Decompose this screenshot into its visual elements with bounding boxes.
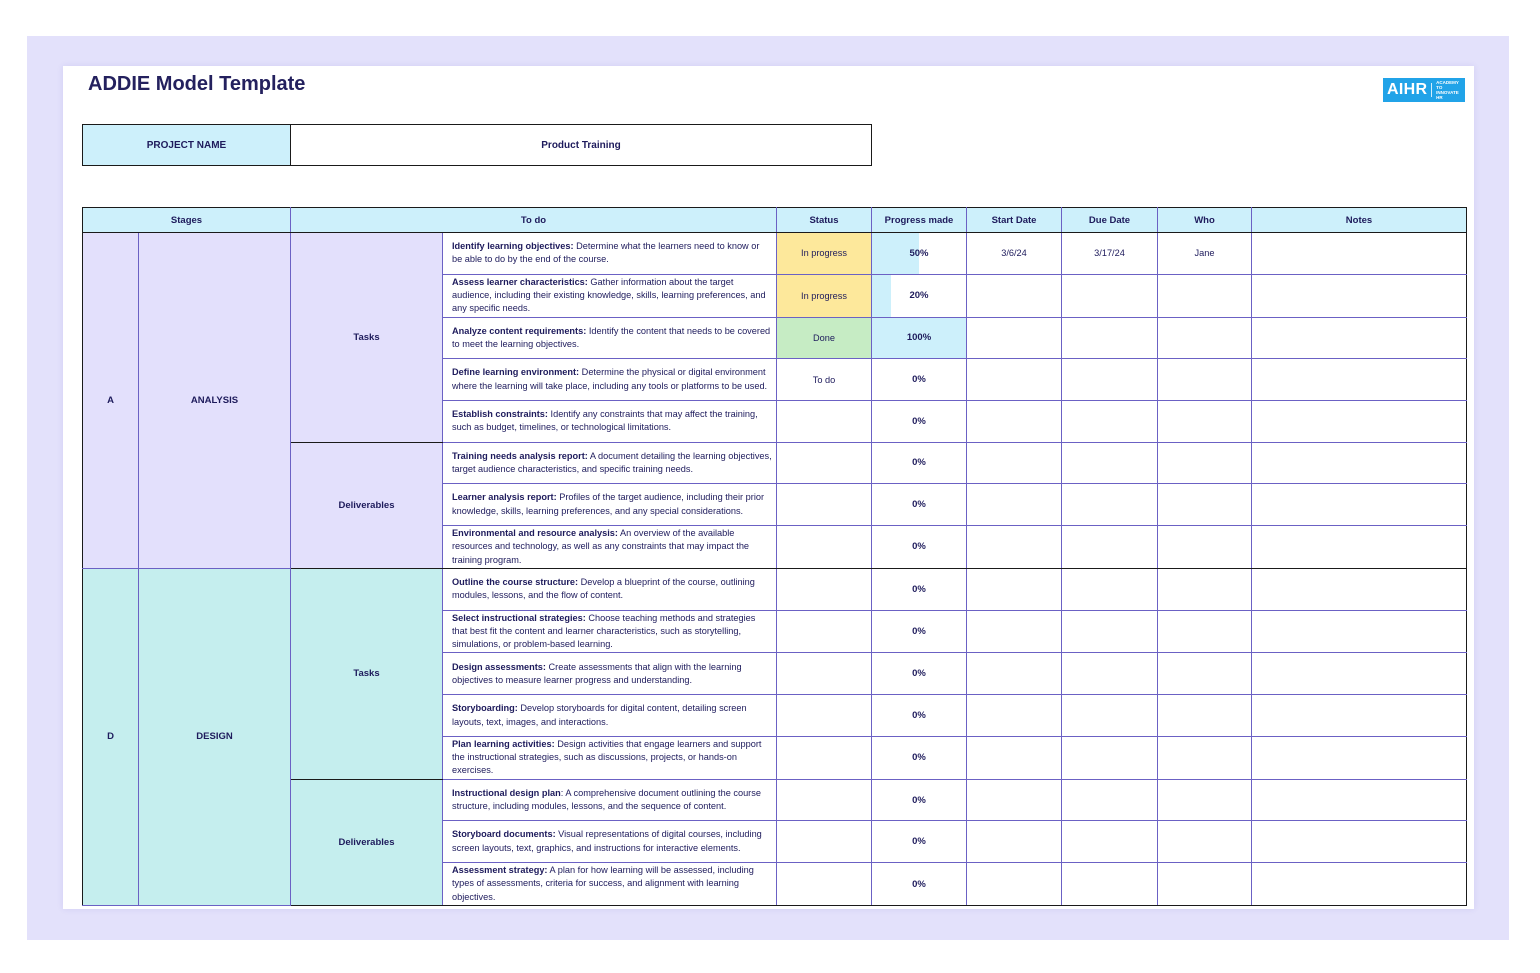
status-cell[interactable] xyxy=(777,779,872,821)
notes-cell[interactable] xyxy=(1252,653,1467,695)
todo-cell[interactable] xyxy=(443,317,777,359)
progress-cell[interactable] xyxy=(872,863,967,906)
due-date-cell[interactable] xyxy=(1062,610,1158,653)
notes-cell[interactable] xyxy=(1252,317,1467,359)
group-label: Tasks xyxy=(291,233,443,443)
start-date-cell[interactable] xyxy=(967,359,1062,401)
todo-cell[interactable] xyxy=(443,442,777,484)
group-label: Deliverables xyxy=(291,779,443,905)
todo-description: Choose teaching methods and strategies that best fit the content and learner characteristics, such as storytelling, simulations, or problem-based learning. xyxy=(452,612,756,650)
due-date-cell[interactable] xyxy=(1062,274,1158,317)
todo-title: Learner analysis report: xyxy=(452,492,557,503)
logo-subtitle: ACADEMY TO INNOVATE HR xyxy=(1436,80,1459,100)
start-date-cell[interactable] xyxy=(967,526,1062,569)
todo-description: Determine the physical or digital environment where the learning will take place, including any tools or platforms to be used. xyxy=(452,367,768,391)
todo-title: Environmental and resource analysis: xyxy=(452,528,618,539)
who-cell[interactable] xyxy=(1158,359,1252,401)
todo-cell[interactable] xyxy=(443,233,777,275)
addie-table xyxy=(82,207,1467,906)
todo-description: Identify the content that needs to be covered to meet the learning objectives. xyxy=(452,325,771,349)
todo-description: Visual representations of digital courses, including screen layouts, text, graphics, and instructions for interactive elements. xyxy=(452,829,762,853)
todo-title: Select instructional strategies: xyxy=(452,612,586,623)
progress-percent: 20% xyxy=(909,290,929,302)
notes-cell[interactable] xyxy=(1252,736,1467,779)
due-date-cell[interactable] xyxy=(1062,526,1158,569)
status-cell[interactable] xyxy=(777,442,872,484)
todo-title: Assess learner characteristics: xyxy=(452,276,588,287)
project-name-value[interactable]: Product Training xyxy=(541,139,621,151)
due-date-cell[interactable] xyxy=(1062,359,1158,401)
who-cell[interactable] xyxy=(1158,484,1252,526)
project-name-label: PROJECT NAME xyxy=(83,125,291,165)
start-date-cell[interactable]: 3/6/24 xyxy=(967,233,1062,275)
status-cell[interactable] xyxy=(777,526,872,569)
todo-cell[interactable] xyxy=(443,779,777,821)
progress-cell[interactable] xyxy=(872,442,967,484)
table-row xyxy=(83,568,1467,610)
status-cell[interactable]: In progress xyxy=(777,233,872,275)
status-cell[interactable] xyxy=(777,653,872,695)
status-cell[interactable] xyxy=(777,484,872,526)
todo-description: Determine what the learners need to know or be able to do by the end of the course. xyxy=(452,241,760,265)
stage-name: ANALYSIS xyxy=(139,233,291,569)
progress-cell[interactable] xyxy=(872,821,967,863)
header-due-date: Due Date xyxy=(1062,208,1158,233)
todo-description: A plan for how learning will be assessed, including types of assessments, criteria for success, and alignment with learning objectives. xyxy=(452,865,754,902)
start-date-cell[interactable] xyxy=(967,821,1062,863)
due-date-cell[interactable] xyxy=(1062,863,1158,906)
todo-cell[interactable] xyxy=(443,610,777,653)
start-date-cell[interactable] xyxy=(967,736,1062,779)
who-cell[interactable] xyxy=(1158,317,1252,359)
table-header-row xyxy=(83,208,1467,233)
group-label: Tasks xyxy=(291,568,443,779)
header-start-date: Start Date xyxy=(967,208,1062,233)
progress-percent: 0% xyxy=(912,836,926,848)
due-date-cell[interactable] xyxy=(1062,779,1158,821)
who-cell[interactable]: Jane xyxy=(1158,233,1252,275)
due-date-cell[interactable] xyxy=(1062,568,1158,610)
todo-description: Identify any constraints that may affect the training, such as budget, timelines, or technological limitations. xyxy=(452,409,758,433)
who-cell[interactable] xyxy=(1158,695,1252,737)
todo-description: Gather information about the target audience, including their existing knowledge, skills, learning preferences, and any specific needs. xyxy=(452,276,766,314)
notes-cell[interactable] xyxy=(1252,233,1467,275)
todo-description: : A comprehensive document outlining the course structure, including modules, lessons, and the sequence of content. xyxy=(452,787,761,812)
page-title: ADDIE Model Template xyxy=(88,73,306,95)
start-date-cell[interactable] xyxy=(967,653,1062,695)
progress-cell[interactable] xyxy=(872,736,967,779)
who-cell[interactable] xyxy=(1158,653,1252,695)
start-date-cell[interactable] xyxy=(967,610,1062,653)
todo-cell[interactable] xyxy=(443,821,777,863)
todo-title: Identify learning objectives: xyxy=(452,241,574,252)
start-date-cell[interactable] xyxy=(967,274,1062,317)
header-notes: Notes xyxy=(1252,208,1467,233)
progress-cell[interactable] xyxy=(872,610,967,653)
progress-percent: 0% xyxy=(912,374,926,386)
todo-title: Outline the course structure: xyxy=(452,576,579,587)
table-row xyxy=(83,233,1467,275)
progress-percent: 0% xyxy=(912,878,926,890)
todo-cell[interactable] xyxy=(443,736,777,779)
stage-letter: A xyxy=(83,233,139,569)
progress-cell[interactable] xyxy=(872,779,967,821)
status-cell[interactable] xyxy=(777,821,872,863)
project-name-row xyxy=(82,124,872,166)
todo-cell[interactable] xyxy=(443,484,777,526)
progress-cell[interactable] xyxy=(872,568,967,610)
header-status: Status xyxy=(777,208,872,233)
notes-cell[interactable] xyxy=(1252,821,1467,863)
notes-cell[interactable] xyxy=(1252,779,1467,821)
todo-description: Profiles of the target audience, including their prior knowledge, skills, learning preferences, and any special considerations. xyxy=(452,492,765,516)
notes-cell[interactable] xyxy=(1252,484,1467,526)
status-cell[interactable] xyxy=(777,400,872,442)
who-cell[interactable] xyxy=(1158,526,1252,569)
progress-percent: 0% xyxy=(912,710,926,722)
status-cell[interactable]: To do xyxy=(777,359,872,401)
due-date-cell[interactable] xyxy=(1062,484,1158,526)
todo-cell[interactable] xyxy=(443,400,777,442)
due-date-cell[interactable] xyxy=(1062,695,1158,737)
start-date-cell[interactable] xyxy=(967,317,1062,359)
who-cell[interactable] xyxy=(1158,400,1252,442)
start-date-cell[interactable] xyxy=(967,863,1062,906)
notes-cell[interactable] xyxy=(1252,442,1467,484)
todo-cell[interactable] xyxy=(443,274,777,317)
who-cell[interactable] xyxy=(1158,736,1252,779)
due-date-cell[interactable]: 3/17/24 xyxy=(1062,233,1158,275)
todo-title: Plan learning activities: xyxy=(452,738,555,749)
logo-divider xyxy=(1431,83,1432,97)
progress-cell[interactable] xyxy=(872,359,967,401)
notes-cell[interactable] xyxy=(1252,610,1467,653)
progress-cell[interactable] xyxy=(872,274,967,317)
notes-cell[interactable] xyxy=(1252,568,1467,610)
progress-cell[interactable] xyxy=(872,484,967,526)
due-date-cell[interactable] xyxy=(1062,442,1158,484)
todo-title: Storyboarding: xyxy=(452,703,518,714)
header-who: Who xyxy=(1158,208,1252,233)
start-date-cell[interactable] xyxy=(967,400,1062,442)
notes-cell[interactable] xyxy=(1252,695,1467,737)
todo-cell[interactable] xyxy=(443,526,777,569)
group-label: Deliverables xyxy=(291,442,443,568)
progress-percent: 0% xyxy=(912,499,926,511)
progress-percent: 50% xyxy=(909,247,929,259)
notes-cell[interactable] xyxy=(1252,400,1467,442)
todo-cell[interactable] xyxy=(443,695,777,737)
due-date-cell[interactable] xyxy=(1062,736,1158,779)
header-todo: To do xyxy=(291,208,777,233)
todo-title: Assessment strategy: xyxy=(452,865,548,876)
header-progress: Progress made xyxy=(872,208,967,233)
status-cell[interactable] xyxy=(777,695,872,737)
todo-description: Develop storyboards for digital content, detailing screen layouts, text, images, and interactions. xyxy=(452,703,747,727)
who-cell[interactable] xyxy=(1158,442,1252,484)
stage-letter: D xyxy=(83,568,139,905)
table-row xyxy=(83,779,1467,821)
notes-cell[interactable] xyxy=(1252,274,1467,317)
todo-title: Establish constraints: xyxy=(452,409,548,419)
table-row xyxy=(83,442,1467,484)
stage-name: DESIGN xyxy=(139,568,291,905)
progress-cell[interactable] xyxy=(872,233,967,275)
status-cell[interactable] xyxy=(777,568,872,610)
progress-cell[interactable] xyxy=(872,653,967,695)
todo-title: Define learning environment: xyxy=(452,367,580,378)
todo-description: A document detailing the learning objectives, target audience characteristics, and specific training needs. xyxy=(452,450,772,474)
status-cell[interactable] xyxy=(777,736,872,779)
progress-percent: 0% xyxy=(912,541,926,553)
who-cell[interactable] xyxy=(1158,779,1252,821)
progress-percent: 0% xyxy=(912,583,926,595)
notes-cell[interactable] xyxy=(1252,526,1467,569)
progress-cell[interactable] xyxy=(872,400,967,442)
progress-percent: 0% xyxy=(912,457,926,469)
status-cell[interactable]: Done xyxy=(777,317,872,359)
start-date-cell[interactable] xyxy=(967,442,1062,484)
notes-cell[interactable] xyxy=(1252,863,1467,906)
start-date-cell[interactable] xyxy=(967,484,1062,526)
progress-percent: 0% xyxy=(912,626,926,638)
progress-bar-fill xyxy=(872,275,891,317)
todo-title: Design assessments: xyxy=(452,661,546,672)
status-cell[interactable]: In progress xyxy=(777,274,872,317)
status-cell[interactable] xyxy=(777,610,872,653)
progress-cell[interactable] xyxy=(872,695,967,737)
who-cell[interactable] xyxy=(1158,274,1252,317)
todo-cell[interactable] xyxy=(443,568,777,610)
todo-title: Storyboard documents: xyxy=(452,829,556,840)
todo-title: Training needs analysis report: xyxy=(452,450,588,461)
start-date-cell[interactable] xyxy=(967,568,1062,610)
who-cell[interactable] xyxy=(1158,610,1252,653)
progress-percent: 0% xyxy=(912,415,926,427)
progress-percent: 0% xyxy=(912,794,926,806)
todo-cell[interactable] xyxy=(443,863,777,906)
due-date-cell[interactable] xyxy=(1062,317,1158,359)
header-stages: Stages xyxy=(83,208,291,233)
progress-percent: 0% xyxy=(912,668,926,680)
todo-title: Analyze content requirements: xyxy=(452,325,587,336)
who-cell[interactable] xyxy=(1158,863,1252,906)
todo-cell[interactable] xyxy=(443,359,777,401)
todo-title: Instructional design plan xyxy=(452,787,561,798)
status-cell[interactable] xyxy=(777,863,872,906)
todo-description: Create assessments that align with the learning objectives to measure learner progress and understanding. xyxy=(452,661,742,685)
due-date-cell[interactable] xyxy=(1062,821,1158,863)
due-date-cell[interactable] xyxy=(1062,400,1158,442)
who-cell[interactable] xyxy=(1158,821,1252,863)
who-cell[interactable] xyxy=(1158,568,1252,610)
todo-description: Develop a blueprint of the course, outlining modules, lessons, and the flow of content. xyxy=(452,576,755,601)
logo-mark: AIHR xyxy=(1387,81,1428,98)
progress-cell[interactable] xyxy=(872,317,967,359)
progress-percent: 0% xyxy=(912,752,926,764)
due-date-cell[interactable] xyxy=(1062,653,1158,695)
notes-cell[interactable] xyxy=(1252,359,1467,401)
start-date-cell[interactable] xyxy=(967,779,1062,821)
progress-percent: 100% xyxy=(906,332,932,344)
progress-cell[interactable] xyxy=(872,526,967,569)
start-date-cell[interactable] xyxy=(967,695,1062,737)
todo-cell[interactable] xyxy=(443,653,777,695)
todo-description: An overview of the available resources and technology, as well as any constraints that may impact the training program. xyxy=(452,528,750,565)
todo-description: Design activities that engage learners and support the instructional strategies, such as discussions, projects, or hands-on exercises. xyxy=(452,738,762,776)
aihr-logo xyxy=(1383,78,1465,102)
